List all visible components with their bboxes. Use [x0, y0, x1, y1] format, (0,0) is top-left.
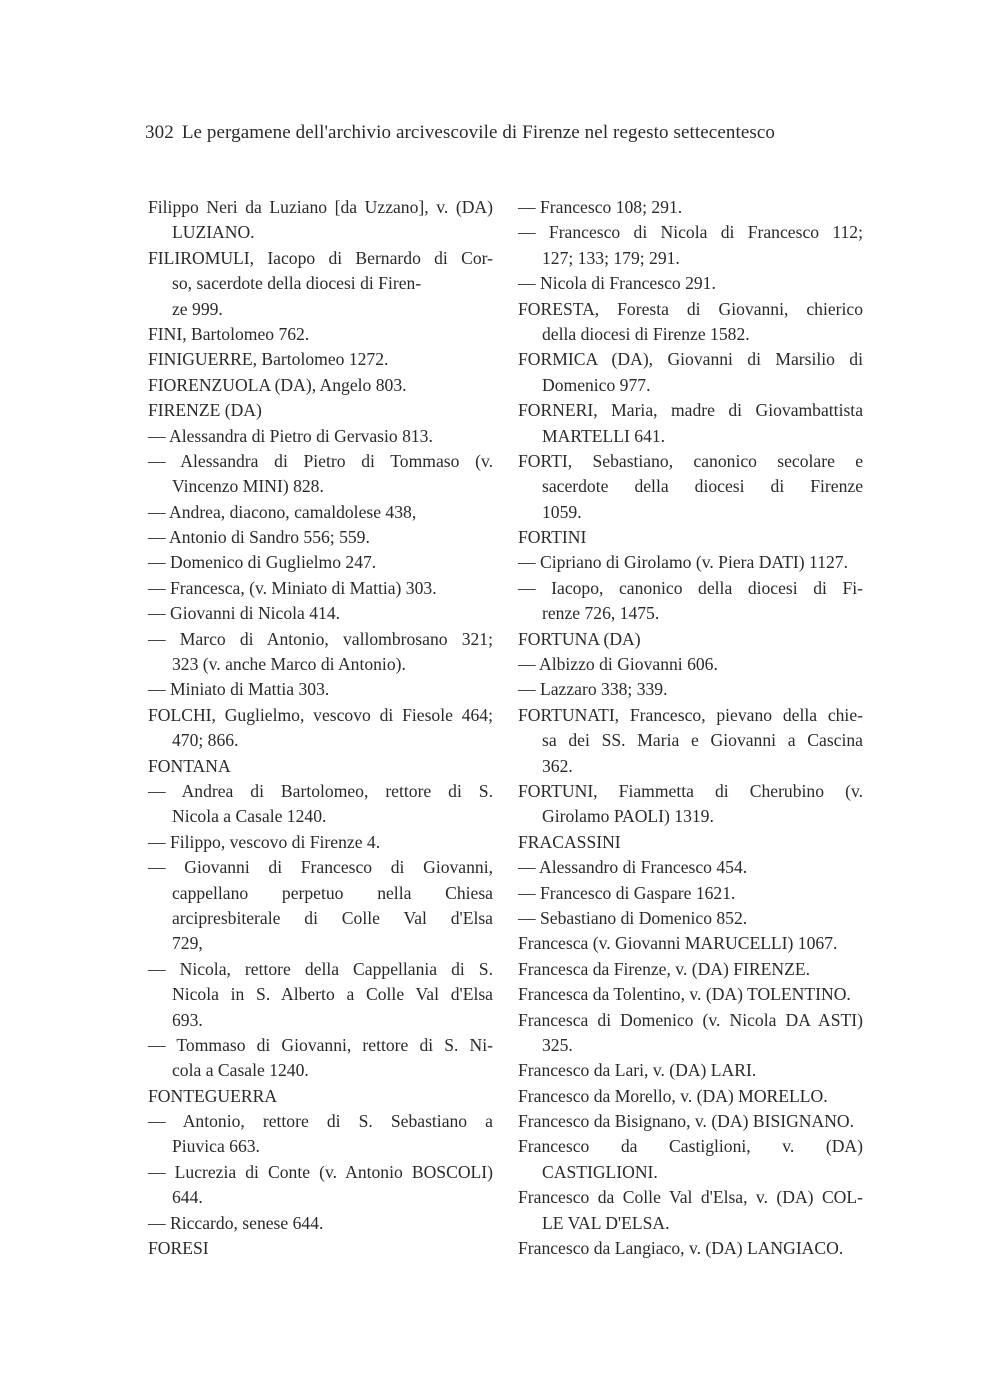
index-line: — Giovanni di Francesco di Giovanni, — [148, 857, 493, 878]
index-line: CASTIGLIONI. — [542, 1161, 658, 1182]
index-line: Girolamo PAOLI) 1319. — [542, 806, 714, 827]
index-line: FIRENZE (DA) — [148, 400, 262, 421]
index-line: — Antonio di Sandro 556; 559. — [148, 527, 370, 548]
index-line: renze 726, 1475. — [542, 603, 660, 624]
index-line: 362. — [542, 755, 573, 776]
index-line: Piuvica 663. — [172, 1136, 260, 1157]
index-line: — Filippo, vescovo di Firenze 4. — [148, 831, 381, 852]
index-line: 729, — [172, 933, 203, 954]
page-number: 302 — [145, 122, 174, 143]
index-line: — Lucrezia di Conte (v. Antonio BOSCOLI) — [148, 1161, 493, 1182]
index-line: so, sacerdote della diocesi di Firen- — [172, 273, 422, 294]
index-line: FORESTA, Foresta di Giovanni, chierico — [518, 298, 863, 319]
index-line: 693. — [172, 1009, 203, 1030]
running-title: Le pergamene dell'archivio arcivescovile di Firenze nel regesto settecentesco — [181, 122, 775, 143]
index-line: FRACASSINI — [518, 831, 621, 852]
index-line: Francesco da Lari, v. (DA) LARI. — [518, 1060, 757, 1081]
index-line: Francesco da Colle Val d'Elsa, v. (DA) COL- — [518, 1187, 863, 1208]
index-line: — Francesco di Nicola di Francesco 112; — [518, 222, 863, 243]
index-column-right — [518, 195, 863, 1261]
index-line: Francesco da Castiglioni, v. (DA) — [518, 1136, 863, 1157]
index-line: Domenico 977. — [542, 374, 651, 395]
index-line: arcipresbiterale di Colle Val d'Elsa — [172, 907, 493, 928]
index-line: LUZIANO. — [172, 222, 255, 243]
index-line: 323 (v. anche Marco di Antonio). — [172, 654, 406, 675]
index-line: FORTUNA (DA) — [518, 628, 641, 649]
index-line: Filippo Neri da Luziano [da Uzzano], v. (DA) — [148, 197, 493, 217]
index-line: Francesco da Langiaco, v. (DA) LANGIACO. — [518, 1238, 844, 1259]
index-line: FORMICA (DA), Giovanni di Marsilio di — [518, 349, 863, 370]
index-line: — Giovanni di Nicola 414. — [148, 603, 341, 624]
index-line: ze 999. — [172, 298, 223, 319]
index-line: FORESI — [148, 1238, 209, 1259]
index-line: — Nicola, rettore della Cappellania di S. — [148, 958, 493, 979]
index-line: MARTELLI 641. — [542, 425, 666, 446]
index-line: FILIROMULI, Iacopo di Bernardo di Cor- — [148, 247, 493, 268]
index-line: 470; 866. — [172, 730, 239, 751]
index-line: — Francesca, (v. Miniato di Mattia) 303. — [148, 577, 437, 598]
index-line: FOLCHI, Guglielmo, vescovo di Fiesole 464; — [148, 704, 493, 725]
index-line: FORTUNI, Fiammetta di Cherubino (v. — [518, 780, 863, 801]
index-line: sacerdote della diocesi di Firenze — [542, 476, 863, 497]
index-line: FONTEGUERRA — [148, 1085, 278, 1106]
index-line: — Sebastiano di Domenico 852. — [518, 907, 748, 928]
index-line: della diocesi di Firenze 1582. — [542, 323, 750, 344]
index-line: Francesca da Tolentino, v. (DA) TOLENTINO. — [518, 984, 851, 1005]
index-line: FONTANA — [148, 755, 231, 776]
index-line: FINIGUERRE, Bartolomeo 1272. — [148, 349, 389, 370]
index-line: — Iacopo, canonico della diocesi di Fi- — [518, 577, 863, 598]
index-line: — Albizzo di Giovanni 606. — [518, 654, 718, 675]
index-line: Nicola a Casale 1240. — [172, 806, 327, 827]
index-line: — Francesco 108; 291. — [518, 197, 683, 217]
index-line: — Riccardo, senese 644. — [148, 1212, 324, 1233]
index-line: 325. — [542, 1034, 573, 1055]
index-line: FINI, Bartolomeo 762. — [148, 323, 310, 344]
index-line: — Andrea di Bartolomeo, rettore di S. — [148, 780, 493, 801]
index-line: — Cipriano di Girolamo (v. Piera DATI) 1127. — [518, 552, 848, 573]
index-line: FORNERI, Maria, madre di Giovambattista — [518, 400, 863, 421]
index-line: — Alessandro di Francesco 454. — [518, 857, 748, 878]
index-column-left — [148, 195, 493, 1261]
index-line: — Andrea, diacono, camaldolese 438, — [148, 501, 417, 522]
index-line: — Alessandra di Pietro di Gervasio 813. — [148, 425, 433, 446]
index-line: Vincenzo MINI) 828. — [172, 476, 324, 497]
index-line: Francesca da Firenze, v. (DA) FIRENZE. — [518, 958, 810, 979]
index-line: — Antonio, rettore di S. Sebastiano a — [148, 1111, 493, 1132]
index-line: — Lazzaro 338; 339. — [518, 679, 668, 700]
index-line: 1059. — [542, 501, 582, 522]
index-line: FORTINI — [518, 527, 587, 548]
index-line: Francesco da Bisignano, v. (DA) BISIGNANO. — [518, 1111, 855, 1132]
index-line: — Nicola di Francesco 291. — [518, 273, 716, 294]
index-line: — Domenico di Guglielmo 247. — [148, 552, 377, 573]
index-line: Francesco da Morello, v. (DA) MORELLO. — [518, 1085, 828, 1106]
index-line: Nicola in S. Alberto a Colle Val d'Elsa — [172, 984, 493, 1005]
index-line: FORTI, Sebastiano, canonico secolare e — [518, 450, 863, 471]
index-line: Francesca (v. Giovanni MARUCELLI) 1067. — [518, 933, 838, 954]
index-line: — Miniato di Mattia 303. — [148, 679, 330, 700]
index-line: 127; 133; 179; 291. — [542, 247, 680, 268]
index-line: — Marco di Antonio, vallombrosano 321; — [148, 628, 493, 649]
index-line: — Francesco di Gaspare 1621. — [518, 882, 736, 903]
index-line: FORTUNATI, Francesco, pievano della chie- — [518, 704, 863, 725]
index-line: FIORENZUOLA (DA), Angelo 803. — [148, 374, 407, 395]
index-line: Francesca di Domenico (v. Nicola DA ASTI) — [518, 1009, 863, 1030]
index-line: LE VAL D'ELSA. — [542, 1212, 670, 1233]
index-line: cola a Casale 1240. — [172, 1060, 309, 1081]
index-line: cappellano perpetuo nella Chiesa — [172, 882, 493, 903]
running-head — [145, 121, 775, 145]
index-line: — Alessandra di Pietro di Tommaso (v. — [148, 450, 493, 471]
index-line: 644. — [172, 1187, 203, 1208]
index-line: sa dei SS. Maria e Giovanni a Cascina — [542, 730, 863, 751]
index-line: — Tommaso di Giovanni, rettore di S. Ni- — [148, 1034, 493, 1055]
